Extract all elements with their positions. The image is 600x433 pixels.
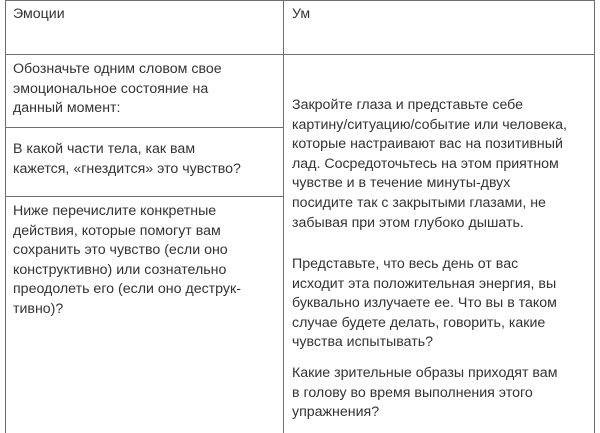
text-line: Ниже перечислите конкретные (13, 203, 217, 219)
emotion-state-prompt (13, 60, 222, 119)
text-line: сохранить это чувство (если оно (13, 242, 228, 259)
text-line: кажется, «гнездится» это чувство? (13, 160, 241, 177)
text-line: лад. Сосредоточьтесь на этом приятном (292, 155, 559, 172)
text-line: данный момент: (13, 100, 121, 117)
text-line: действия, которые помогут вам (13, 222, 221, 239)
text-line: В какой части тела, как вам (13, 141, 196, 157)
text-line: чувства испытывать? (292, 334, 433, 351)
text-line: упражнения? (292, 404, 380, 421)
text-line: преодолеть его (если оно деструк- (13, 281, 241, 298)
worksheet-table (5, 0, 595, 433)
text-line: посидите так с закрытыми глазами, не (292, 194, 546, 211)
text-line: чувстве и в течение минуты-двух (292, 175, 511, 192)
body-location-prompt (13, 140, 241, 179)
visualization-instruction (292, 96, 567, 233)
text-line: исходит эта положительная энергия, вы (292, 275, 557, 292)
text-line: случае будете делать, говорить, какие (292, 314, 546, 331)
column-divider (283, 0, 284, 433)
text-line: Обозначьте одним словом свое (13, 61, 222, 77)
left-row-divider-2 (6, 196, 283, 197)
actions-prompt (13, 202, 241, 320)
text-line: забывая при этом глубоко дышать. (292, 214, 524, 231)
text-line: которые настраивают вас на позитивный (292, 136, 563, 153)
text-line: Представьте, что весь день от вас (292, 256, 519, 272)
text-line: Какие зрительные образы приходят вам (292, 365, 558, 381)
visual-images-question (292, 364, 557, 423)
text-line: конструктивно) или сознательно (13, 261, 227, 278)
text-line: буквально излучаете ее. Что вы в таком (292, 295, 557, 312)
header-emotions: Эмоции (13, 6, 65, 22)
text-line: в голову во время выполнения этого (292, 384, 533, 401)
left-row-divider-1 (6, 127, 283, 128)
positive-energy-instruction (292, 255, 557, 353)
text-line: Закройте глаза и представьте себе (292, 97, 524, 113)
text-line: тивно)? (13, 300, 64, 317)
text-line: эмоциональное состояние на (13, 80, 209, 97)
table-top-border (6, 0, 594, 1)
header-mind: Ум (292, 6, 311, 22)
header-row-divider (6, 54, 594, 55)
text-line: картину/ситуацию/событие или человека, (292, 116, 567, 133)
